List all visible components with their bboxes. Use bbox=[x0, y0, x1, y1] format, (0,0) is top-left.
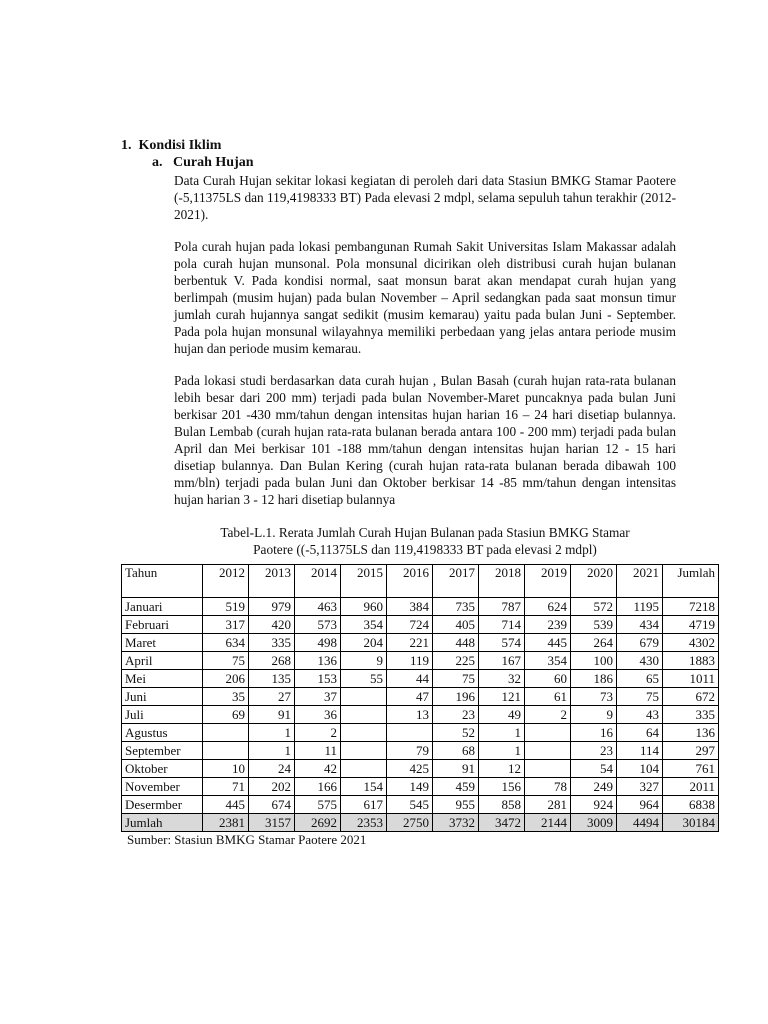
value-cell: 75 bbox=[203, 652, 249, 670]
table-header-row bbox=[122, 565, 719, 598]
month-cell: September bbox=[122, 742, 203, 760]
value-cell: 12 bbox=[479, 760, 525, 778]
table-header-cell: 2019 bbox=[525, 565, 571, 598]
value-cell: 924 bbox=[571, 796, 617, 814]
total-label-cell: Jumlah bbox=[122, 814, 203, 832]
value-cell: 498 bbox=[295, 634, 341, 652]
value-cell: 430 bbox=[617, 652, 663, 670]
value-cell: 73 bbox=[571, 688, 617, 706]
value-cell: 2011 bbox=[663, 778, 719, 796]
value-cell: 49 bbox=[479, 706, 525, 724]
value-cell: 858 bbox=[479, 796, 525, 814]
table-row bbox=[122, 670, 719, 688]
table-header-cell: Tahun bbox=[122, 565, 203, 598]
total-value-cell: 2353 bbox=[341, 814, 387, 832]
value-cell: 573 bbox=[295, 616, 341, 634]
value-cell: 153 bbox=[295, 670, 341, 688]
value-cell: 354 bbox=[525, 652, 571, 670]
value-cell: 23 bbox=[433, 706, 479, 724]
value-cell: 420 bbox=[249, 616, 295, 634]
value-cell: 202 bbox=[249, 778, 295, 796]
value-cell: 121 bbox=[479, 688, 525, 706]
caption-line-1: Tabel-L.1. Rerata Jumlah Curah Hujan Bulanan pada Stasiun BMKG Stamar bbox=[220, 525, 630, 540]
month-cell: Agustus bbox=[122, 724, 203, 742]
value-cell: 91 bbox=[433, 760, 479, 778]
total-value-cell: 2692 bbox=[295, 814, 341, 832]
value-cell: 281 bbox=[525, 796, 571, 814]
value-cell: 119 bbox=[387, 652, 433, 670]
value-cell: 1 bbox=[479, 742, 525, 760]
value-cell bbox=[203, 724, 249, 742]
value-cell bbox=[341, 706, 387, 724]
value-cell: 264 bbox=[571, 634, 617, 652]
value-cell: 617 bbox=[341, 796, 387, 814]
table-row bbox=[122, 634, 719, 652]
table-row bbox=[122, 796, 719, 814]
value-cell bbox=[203, 742, 249, 760]
value-cell: 42 bbox=[295, 760, 341, 778]
value-cell: 68 bbox=[433, 742, 479, 760]
subsection-heading bbox=[152, 155, 254, 171]
value-cell: 36 bbox=[295, 706, 341, 724]
table-caption bbox=[174, 524, 676, 558]
value-cell: 9 bbox=[571, 706, 617, 724]
value-cell: 75 bbox=[433, 670, 479, 688]
table-total-row bbox=[122, 814, 719, 832]
value-cell: 91 bbox=[249, 706, 295, 724]
value-cell bbox=[341, 688, 387, 706]
value-cell: 149 bbox=[387, 778, 433, 796]
table-header-cell: 2013 bbox=[249, 565, 295, 598]
value-cell: 761 bbox=[663, 760, 719, 778]
table-header-cell: 2021 bbox=[617, 565, 663, 598]
value-cell bbox=[525, 760, 571, 778]
table-row bbox=[122, 652, 719, 670]
value-cell: 384 bbox=[387, 598, 433, 616]
value-cell: 16 bbox=[571, 724, 617, 742]
table-row bbox=[122, 688, 719, 706]
value-cell: 463 bbox=[295, 598, 341, 616]
total-value-cell: 30184 bbox=[663, 814, 719, 832]
table-header-cell: 2017 bbox=[433, 565, 479, 598]
value-cell: 35 bbox=[203, 688, 249, 706]
value-cell: 459 bbox=[433, 778, 479, 796]
value-cell: 24 bbox=[249, 760, 295, 778]
value-cell: 135 bbox=[249, 670, 295, 688]
value-cell: 65 bbox=[617, 670, 663, 688]
table-header-cell: 2012 bbox=[203, 565, 249, 598]
value-cell: 75 bbox=[617, 688, 663, 706]
value-cell: 249 bbox=[571, 778, 617, 796]
value-cell: 787 bbox=[479, 598, 525, 616]
value-cell: 114 bbox=[617, 742, 663, 760]
value-cell: 335 bbox=[663, 706, 719, 724]
value-cell: 1011 bbox=[663, 670, 719, 688]
table-row bbox=[122, 616, 719, 634]
value-cell: 47 bbox=[387, 688, 433, 706]
value-cell: 624 bbox=[525, 598, 571, 616]
value-cell: 136 bbox=[295, 652, 341, 670]
value-cell bbox=[341, 724, 387, 742]
value-cell: 1883 bbox=[663, 652, 719, 670]
value-cell: 204 bbox=[341, 634, 387, 652]
value-cell: 297 bbox=[663, 742, 719, 760]
month-cell: Oktober bbox=[122, 760, 203, 778]
value-cell: 104 bbox=[617, 760, 663, 778]
value-cell: 327 bbox=[617, 778, 663, 796]
rainfall-table bbox=[121, 564, 719, 832]
paragraph-study-location: Pada lokasi studi berdasarkan data curah hujan , Bulan Basah (curah hujan rata-rata bulanan lebih besar dari 200 mm) terjadi pada bulan November-Maret puncaknya pada bulan Juni berkisar 201 -430 mm/tahun dengan intensitas hujan harian 16 – 24 hari disetiap bulannya. Bulan Lembab (curah hujan rata-rata bulanan berada antara 100 - 200 mm) terjadi pada bulan April dan Mei berkisar 101 -188 mm/tahun dengan intensitas hujan harian 12 - 15 hari disetiap bulannya. Dan Bulan Kering (curah hujan rata-rata bulanan berada dibawah 100 mm/bln) terjadi pada bulan Juni dan Oktober berkisar 14 -85 mm/tahun dengan intensitas hujan harian 3 - 12 hari disetiap bulannya bbox=[174, 373, 676, 507]
value-cell: 6838 bbox=[663, 796, 719, 814]
value-cell bbox=[525, 742, 571, 760]
month-cell: Februari bbox=[122, 616, 203, 634]
table-row bbox=[122, 706, 719, 724]
total-value-cell: 3157 bbox=[249, 814, 295, 832]
value-cell bbox=[525, 724, 571, 742]
table-header-cell: 2015 bbox=[341, 565, 387, 598]
value-cell: 196 bbox=[433, 688, 479, 706]
section-title: Kondisi Iklim bbox=[138, 138, 222, 153]
subsection-title: Curah Hujan bbox=[173, 155, 254, 170]
value-cell: 979 bbox=[249, 598, 295, 616]
table-row bbox=[122, 724, 719, 742]
value-cell: 572 bbox=[571, 598, 617, 616]
table-header-cell: 2018 bbox=[479, 565, 525, 598]
month-cell: Juni bbox=[122, 688, 203, 706]
table-row bbox=[122, 598, 719, 616]
value-cell: 964 bbox=[617, 796, 663, 814]
value-cell: 445 bbox=[203, 796, 249, 814]
value-cell: 60 bbox=[525, 670, 571, 688]
table-body bbox=[122, 598, 719, 832]
value-cell: 1 bbox=[249, 724, 295, 742]
value-cell: 239 bbox=[525, 616, 571, 634]
value-cell: 545 bbox=[387, 796, 433, 814]
table-row bbox=[122, 742, 719, 760]
value-cell: 2 bbox=[295, 724, 341, 742]
value-cell: 54 bbox=[571, 760, 617, 778]
value-cell: 960 bbox=[341, 598, 387, 616]
value-cell: 167 bbox=[479, 652, 525, 670]
value-cell: 166 bbox=[295, 778, 341, 796]
caption-line-2: Paotere ((-5,11375LS dan 119,4198333 BT pada elevasi 2 mdpl) bbox=[253, 542, 597, 557]
table-header-cell: 2016 bbox=[387, 565, 433, 598]
month-cell: April bbox=[122, 652, 203, 670]
month-cell: Juli bbox=[122, 706, 203, 724]
value-cell: 574 bbox=[479, 634, 525, 652]
month-cell: November bbox=[122, 778, 203, 796]
value-cell bbox=[387, 724, 433, 742]
value-cell: 206 bbox=[203, 670, 249, 688]
value-cell: 23 bbox=[571, 742, 617, 760]
value-cell: 268 bbox=[249, 652, 295, 670]
table-row bbox=[122, 778, 719, 796]
value-cell: 354 bbox=[341, 616, 387, 634]
paragraph-data-source: Data Curah Hujan sekitar lokasi kegiatan di peroleh dari data Stasiun BMKG Stamar Paotere (-5,11375LS dan 119,4198333 BT) Pada elevasi 2 mdpl, selama sepuluh tahun terakhir (2012-2021). bbox=[174, 173, 676, 222]
value-cell: 539 bbox=[571, 616, 617, 634]
value-cell: 445 bbox=[525, 634, 571, 652]
table-source: Sumber: Stasiun BMKG Stamar Paotere 2021 bbox=[127, 832, 367, 847]
value-cell: 225 bbox=[433, 652, 479, 670]
value-cell: 1 bbox=[249, 742, 295, 760]
value-cell: 136 bbox=[663, 724, 719, 742]
value-cell: 519 bbox=[203, 598, 249, 616]
section-number: 1. bbox=[121, 138, 132, 153]
value-cell: 64 bbox=[617, 724, 663, 742]
value-cell: 154 bbox=[341, 778, 387, 796]
value-cell: 634 bbox=[203, 634, 249, 652]
value-cell: 186 bbox=[571, 670, 617, 688]
value-cell: 7218 bbox=[663, 598, 719, 616]
total-value-cell: 2144 bbox=[525, 814, 571, 832]
value-cell: 156 bbox=[479, 778, 525, 796]
value-cell: 2 bbox=[525, 706, 571, 724]
table-header-cell: 2014 bbox=[295, 565, 341, 598]
section-heading bbox=[121, 138, 221, 154]
value-cell: 425 bbox=[387, 760, 433, 778]
value-cell: 1 bbox=[479, 724, 525, 742]
value-cell: 405 bbox=[433, 616, 479, 634]
subsection-letter: a. bbox=[152, 155, 163, 170]
value-cell: 724 bbox=[387, 616, 433, 634]
value-cell: 32 bbox=[479, 670, 525, 688]
value-cell: 317 bbox=[203, 616, 249, 634]
value-cell: 71 bbox=[203, 778, 249, 796]
value-cell: 52 bbox=[433, 724, 479, 742]
value-cell: 955 bbox=[433, 796, 479, 814]
total-value-cell: 4494 bbox=[617, 814, 663, 832]
value-cell: 78 bbox=[525, 778, 571, 796]
total-value-cell: 3009 bbox=[571, 814, 617, 832]
total-value-cell: 3472 bbox=[479, 814, 525, 832]
value-cell: 55 bbox=[341, 670, 387, 688]
value-cell: 79 bbox=[387, 742, 433, 760]
value-cell: 37 bbox=[295, 688, 341, 706]
value-cell bbox=[341, 760, 387, 778]
month-cell: Desermber bbox=[122, 796, 203, 814]
value-cell: 11 bbox=[295, 742, 341, 760]
value-cell: 735 bbox=[433, 598, 479, 616]
value-cell: 335 bbox=[249, 634, 295, 652]
month-cell: Mei bbox=[122, 670, 203, 688]
value-cell: 221 bbox=[387, 634, 433, 652]
value-cell: 674 bbox=[249, 796, 295, 814]
value-cell: 679 bbox=[617, 634, 663, 652]
table-header-cell: 2020 bbox=[571, 565, 617, 598]
month-cell: Januari bbox=[122, 598, 203, 616]
value-cell: 69 bbox=[203, 706, 249, 724]
value-cell: 1195 bbox=[617, 598, 663, 616]
total-value-cell: 2750 bbox=[387, 814, 433, 832]
value-cell: 61 bbox=[525, 688, 571, 706]
value-cell: 448 bbox=[433, 634, 479, 652]
value-cell: 13 bbox=[387, 706, 433, 724]
paragraph-rain-pattern: Pola curah hujan pada lokasi pembangunan Rumah Sakit Universitas Islam Makassar adalah pola curah hujan munsonal. Pola monsunal dicirikan oleh distribusi curah hujan bulanan berbentuk V. Pada kondisi normal, saat monsun barat akan mendapat curah hujan yang berlimpah (musim hujan) pada bulan November – April sedangkan pada saat monsun timur jumlah curah hujannya sangat sedikit (musim kemarau) yaitu pada bulan Juni - September. Pada pola hujan monsunal wilayahnya memiliki perbedaan yang jelas antara periode musim hujan dan periode musim kemarau. bbox=[174, 239, 676, 356]
value-cell: 100 bbox=[571, 652, 617, 670]
value-cell: 10 bbox=[203, 760, 249, 778]
value-cell bbox=[341, 742, 387, 760]
value-cell: 44 bbox=[387, 670, 433, 688]
value-cell: 27 bbox=[249, 688, 295, 706]
table-row bbox=[122, 760, 719, 778]
value-cell: 714 bbox=[479, 616, 525, 634]
month-cell: Maret bbox=[122, 634, 203, 652]
value-cell: 575 bbox=[295, 796, 341, 814]
total-value-cell: 2381 bbox=[203, 814, 249, 832]
value-cell: 9 bbox=[341, 652, 387, 670]
table-header-cell: Jumlah bbox=[663, 565, 719, 598]
value-cell: 672 bbox=[663, 688, 719, 706]
value-cell: 43 bbox=[617, 706, 663, 724]
total-value-cell: 3732 bbox=[433, 814, 479, 832]
value-cell: 4302 bbox=[663, 634, 719, 652]
value-cell: 434 bbox=[617, 616, 663, 634]
value-cell: 4719 bbox=[663, 616, 719, 634]
